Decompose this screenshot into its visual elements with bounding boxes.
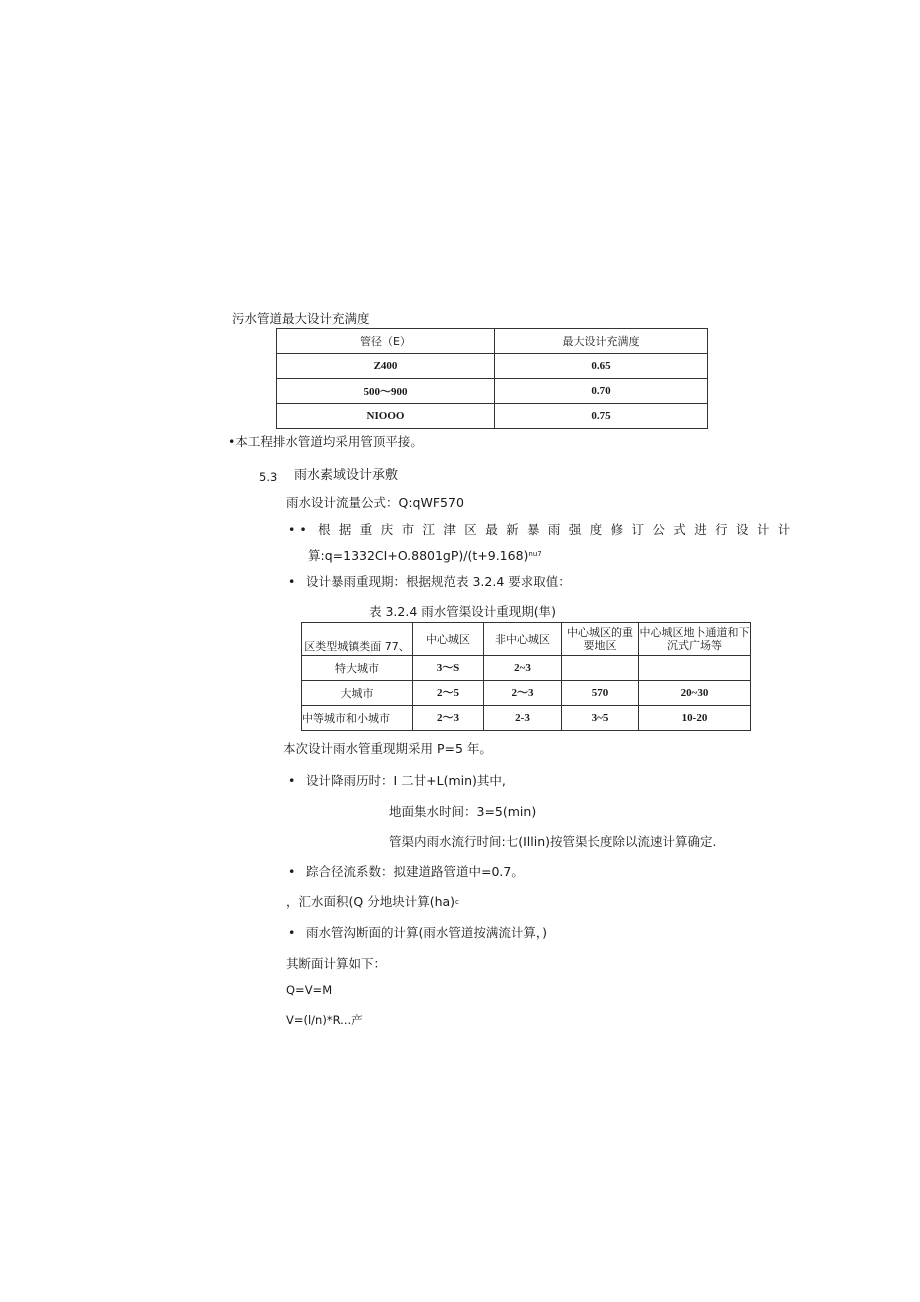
table-cell: 2～3	[484, 681, 562, 706]
table-cell: 2~3	[484, 656, 562, 681]
table-cell: 0.70	[495, 379, 708, 404]
table-row	[302, 681, 751, 706]
catchment-line	[286, 894, 459, 910]
equation-2: V=(l∕n)*R...产	[286, 1013, 363, 1027]
table-cell: 20~30	[639, 681, 751, 706]
table-cell: NIOOO	[277, 404, 495, 429]
table-cell: 大城市	[302, 681, 413, 706]
table-header-row	[277, 329, 708, 354]
table-cell: 0.75	[495, 404, 708, 429]
table-header-row	[302, 623, 751, 656]
header-line: 要地区	[583, 639, 617, 652]
header-cell: 中心城区	[413, 623, 484, 656]
catchment-text: ，汇水面积(Q 分地块计算(ha)	[286, 894, 456, 909]
table-row	[277, 379, 708, 404]
flow-formula: 雨水设计流量公式：Q:qWF570	[286, 495, 464, 510]
equation-1: Q=V=M	[286, 983, 333, 997]
header-cell: 最大设计充满度	[495, 329, 708, 354]
bullet-marker: •	[288, 925, 296, 940]
connection-note: •本工程排水管道均采用管顶平接。	[228, 434, 423, 449]
table-cell: 2-3	[484, 706, 562, 731]
table-row	[302, 706, 751, 731]
header-cell: 管径（E）	[277, 329, 495, 354]
header-cell: 区类型城镇类面 77、	[302, 623, 413, 656]
table-cell	[639, 656, 751, 681]
adopted-period: 本次设计雨水管重现期采用 P=5 年。	[283, 741, 492, 756]
header-line: 沉式广场等	[667, 639, 722, 652]
table-cell: 0.65	[495, 354, 708, 379]
intensity-formula: 算:q=1332CI+O.8801gP)/(t+9.168)	[308, 548, 529, 563]
header-line: 中心城区的重	[567, 626, 633, 639]
duration-sub2: 管渠内雨水流行时间:七(Illin)按管渠长度除以流速计算确定.	[389, 834, 717, 849]
table-cell: 3~5	[562, 706, 639, 731]
table-cell: 570	[562, 681, 639, 706]
intensity-text-line1: 根据重庆市江津区最新暴雨强度修订公式进行设计计	[318, 522, 799, 537]
table-row	[277, 404, 708, 429]
return-period-table	[301, 622, 751, 731]
return-period-text: 设计暴雨重现期：根据规范表 3.2.4 要求取值：	[306, 574, 571, 589]
intensity-text-line2	[308, 548, 542, 564]
header-cell	[639, 623, 751, 656]
table-cell: 特大城市	[302, 656, 413, 681]
table-cell: 2～3	[413, 706, 484, 731]
bullet-marker: • •	[288, 522, 307, 537]
header-line: 中心城区地卜通道和下	[639, 626, 750, 639]
table-cell: 10-20	[639, 706, 751, 731]
bullet-marker: •	[288, 773, 296, 788]
table-cell: 3～S	[413, 656, 484, 681]
table-cell	[562, 656, 639, 681]
section-title: 雨水素域设计承敷	[294, 468, 399, 483]
sewage-table-caption: 污水管道最大设计充满度	[232, 311, 370, 326]
bullet-marker: •	[288, 574, 296, 589]
runoff-text: 踪合径流系数：拟建道路管道中=0.7。	[306, 864, 524, 879]
section-number: 5.3	[259, 470, 278, 484]
sewage-fullness-table	[276, 328, 708, 429]
table-cell: 中等城市和小城市	[302, 706, 413, 731]
table-cell: 2～5	[413, 681, 484, 706]
catchment-subscript: c	[455, 898, 459, 906]
table-row	[302, 656, 751, 681]
intensity-exponent: nu7	[528, 550, 542, 558]
table-row	[277, 354, 708, 379]
return-table-caption: 表 3.2.4 雨水管渠设计重现期(隼)	[369, 604, 557, 619]
header-cell	[562, 623, 639, 656]
header-cell: 非中心城区	[484, 623, 562, 656]
duration-sub1: 地面集水时间：3=5(min)	[389, 804, 537, 819]
table-cell: 500～900	[277, 379, 495, 404]
calc-intro: 其断面计算如下：	[286, 956, 387, 971]
duration-text: 设计降雨历时：I 二甘+L(min)其中,	[306, 773, 506, 788]
bullet-marker: •	[288, 864, 296, 879]
table-cell: Z400	[277, 354, 495, 379]
section-calc-text: 雨水管沟断面的计算(雨水管道按满流计算，)	[306, 925, 548, 940]
